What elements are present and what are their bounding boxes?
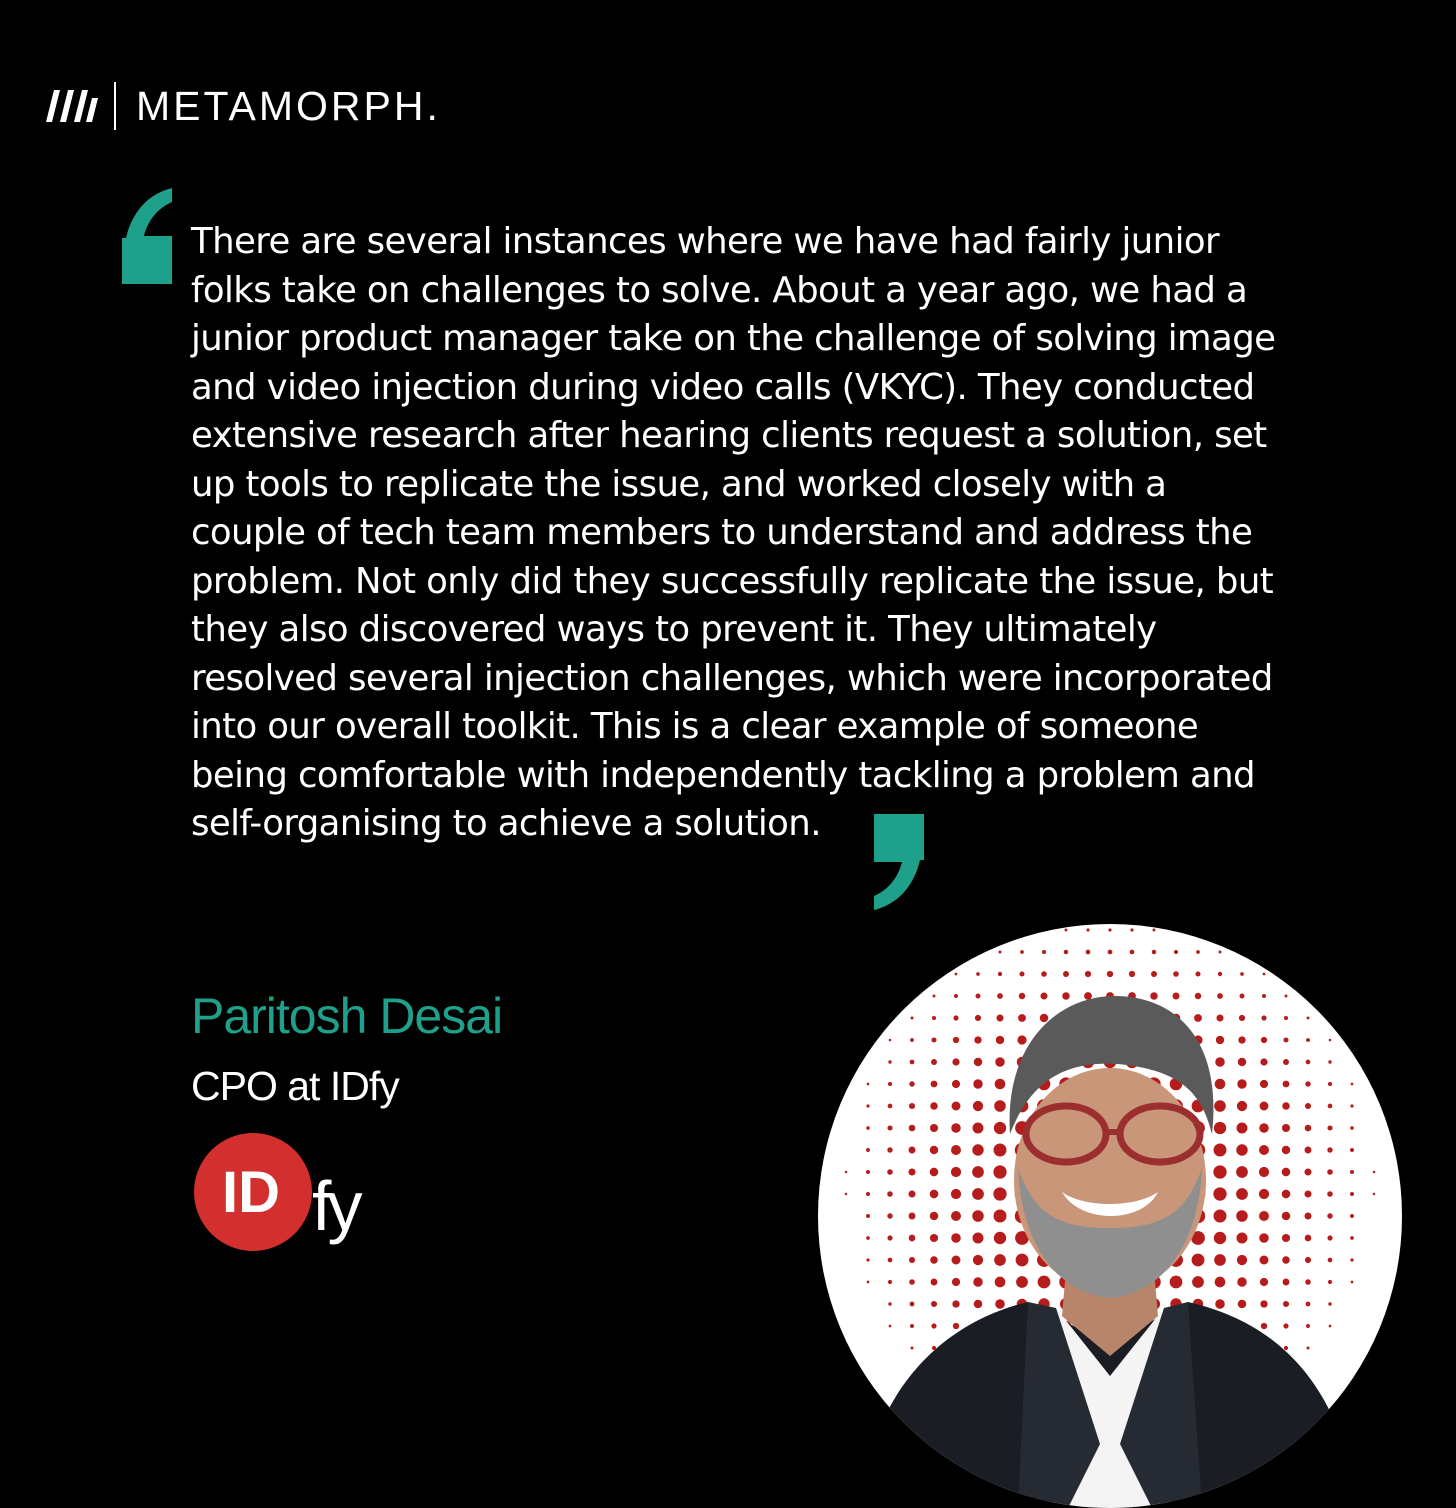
halftone-dot [1214, 1144, 1227, 1157]
halftone-dot [1282, 1168, 1291, 1177]
halftone-dot [888, 1302, 891, 1305]
halftone-dot [1305, 1213, 1312, 1220]
halftone-dot [1305, 1103, 1311, 1109]
halftone-dot [1259, 1189, 1269, 1199]
halftone-dot [1237, 1079, 1246, 1088]
halftone-dot [930, 1190, 939, 1199]
halftone-dot [1019, 993, 1025, 999]
halftone-dot [1283, 1279, 1290, 1286]
halftone-dot [1236, 1232, 1247, 1243]
halftone-dot [1174, 950, 1178, 954]
halftone-dot [1350, 1192, 1354, 1196]
halftone-dot [1305, 1235, 1312, 1242]
halftone-dot [1259, 1233, 1269, 1243]
portrait-photo [818, 924, 1402, 1508]
halftone-dot [866, 1170, 870, 1174]
halftone-dot [888, 1258, 893, 1263]
halftone-dot [951, 1145, 961, 1155]
halftone-dot [911, 1017, 914, 1020]
halftone-dot [1304, 1168, 1311, 1175]
quote-line: junior product manager take on the challenge of solving image [191, 318, 1276, 359]
halftone-dot [930, 1102, 938, 1110]
halftone-dot [1328, 1280, 1332, 1284]
halftone-dot [1214, 1232, 1226, 1244]
halftone-dot [1108, 950, 1113, 955]
halftone-dot [993, 1187, 1006, 1200]
halftone-dot [1350, 1170, 1354, 1174]
halftone-dot [1236, 1166, 1248, 1178]
quote-line: folks take on challenges to solve. About a year ago, we had a [191, 269, 1248, 311]
halftone-dot [1350, 1126, 1354, 1130]
idfy-logo-icon [194, 1130, 394, 1254]
brand-header [46, 80, 441, 132]
halftone-dot [910, 1324, 914, 1328]
halftone-dot [867, 1083, 870, 1086]
halftone-dot [866, 1236, 870, 1240]
brand-divider [114, 82, 116, 130]
halftone-dot [845, 1193, 848, 1196]
halftone-dot [972, 1144, 983, 1155]
halftone-dot [952, 1080, 960, 1088]
halftone-dot [1237, 1123, 1248, 1134]
halftone-dot [1328, 1060, 1331, 1063]
halftone-dot [931, 1059, 937, 1065]
halftone-dot [1261, 1015, 1266, 1020]
quote-line: There are several instances where we have had fairly junior [191, 221, 1219, 262]
halftone-dot [1282, 1102, 1290, 1110]
halftone-dot [1305, 1279, 1311, 1285]
halftone-dot [931, 1301, 937, 1307]
halftone-dot [1019, 971, 1024, 976]
halftone-dot [1305, 1081, 1310, 1086]
halftone-dot [932, 1016, 936, 1020]
halftone-dot [953, 1015, 958, 1020]
open-quote-icon [118, 186, 174, 284]
halftone-dot [1084, 992, 1092, 1000]
halftone-dot [1328, 1302, 1331, 1305]
halftone-dot [1262, 994, 1266, 998]
halftone-dot [1350, 1214, 1354, 1218]
halftone-dot [1217, 993, 1223, 999]
halftone-dot [976, 972, 980, 976]
halftone-dot [1260, 1256, 1269, 1265]
halftone-dot [1259, 1123, 1269, 1133]
halftone-dot [1195, 971, 1200, 976]
quote-line: and video injection during video calls (VKYC). They conducted [191, 366, 1255, 408]
halftone-dot [930, 1124, 938, 1132]
halftone-dot [909, 1279, 915, 1285]
halftone-dot [1038, 1276, 1051, 1289]
halftone-dot [911, 1347, 914, 1350]
halftone-dot [1236, 1188, 1248, 1200]
halftone-dot [931, 1279, 938, 1286]
halftone-dot [1214, 1254, 1226, 1266]
halftone-dot [994, 1232, 1006, 1244]
halftone-dot [998, 950, 1001, 953]
halftone-dot [1259, 1211, 1269, 1221]
halftone-dot [994, 1122, 1006, 1134]
halftone-dot [1236, 1210, 1248, 1222]
halftone-dot [887, 1147, 892, 1152]
halftone-dot [951, 1211, 961, 1221]
halftone-dot [994, 1144, 1007, 1157]
halftone-dot [888, 1280, 892, 1284]
halftone-dot [996, 1036, 1004, 1044]
halftone-dot [973, 1079, 982, 1088]
quote-line: problem. Not only did they successfully replicate the issue, but [191, 560, 1274, 602]
halftone-dot [930, 1168, 939, 1177]
halftone-dot [1328, 1104, 1333, 1109]
quote-line: they also discovered ways to prevent it. They ultimately [191, 609, 1157, 650]
halftone-dot [1085, 971, 1091, 977]
portrait-illustration [818, 924, 1402, 1508]
halftone-dot [845, 1171, 848, 1174]
halftone-dot [951, 1167, 961, 1177]
quote-line: couple of tech team members to understand and address the [191, 512, 1253, 553]
halftone-dot [889, 1039, 892, 1042]
halftone-dot [1107, 971, 1113, 977]
halftone-dot [1237, 1277, 1247, 1287]
halftone-dot [1306, 1324, 1310, 1328]
halftone-dot [1260, 1278, 1268, 1286]
halftone-dot [1064, 950, 1068, 954]
halftone-dot [994, 1100, 1006, 1112]
idfy-logo-badge-text: ID [222, 1160, 280, 1225]
halftone-dot [1040, 992, 1047, 999]
quote-line: self-organising to achieve a solution. [191, 803, 821, 844]
halftone-dot [1042, 950, 1046, 954]
halftone-dot [973, 1255, 983, 1265]
halftone-dot [1283, 1081, 1290, 1088]
halftone-dot [930, 1212, 938, 1220]
halftone-dot [1284, 1346, 1288, 1350]
halftone-dot [910, 1060, 915, 1065]
halftone-dot [995, 1277, 1006, 1288]
halftone-dot [1283, 1301, 1289, 1307]
halftone-dot [931, 1037, 936, 1042]
halftone-dot [866, 1258, 869, 1261]
halftone-dot [1304, 1190, 1311, 1197]
halftone-dot [1130, 950, 1135, 955]
halftone-dot [973, 1123, 984, 1134]
halftone-dot [1192, 1276, 1204, 1288]
halftone-dot [1259, 1145, 1269, 1155]
halftone-dot [1130, 928, 1133, 931]
halftone-dot [1175, 929, 1178, 932]
halftone-dot [1327, 1235, 1332, 1240]
halftone-dot [995, 1057, 1005, 1067]
halftone-dot [909, 1235, 916, 1242]
halftone-dot [1173, 971, 1179, 977]
halftone-dot [1238, 1036, 1245, 1043]
halftone-dot [1043, 929, 1046, 932]
halftone-dot [1283, 1037, 1288, 1042]
halftone-dot [909, 1125, 916, 1132]
halftone-dot [888, 1104, 893, 1109]
brand-name: METAMORPH. [136, 82, 441, 129]
halftone-dot [1327, 1147, 1332, 1152]
halftone-dot [1216, 1036, 1224, 1044]
halftone-dot [931, 1323, 936, 1328]
halftone-dot [1282, 1190, 1291, 1199]
halftone-dot [933, 995, 936, 998]
halftone-dot [1172, 992, 1179, 999]
quote-line: extensive research after hearing clients request a solution, set [191, 415, 1267, 456]
halftone-dot [1214, 1100, 1226, 1112]
halftone-dot [1192, 1254, 1205, 1267]
halftone-dot [952, 1102, 961, 1111]
halftone-dot [887, 1191, 893, 1197]
halftone-dot [1260, 1058, 1267, 1065]
halftone-dot [1086, 950, 1091, 955]
halftone-dot [955, 973, 958, 976]
halftone-dot [1373, 1171, 1376, 1174]
halftone-dot [1215, 1057, 1225, 1067]
halftone-dot [1065, 929, 1068, 932]
halftone-dot [1259, 1167, 1269, 1177]
halftone-dot [866, 1148, 870, 1152]
halftone-dot [1284, 1016, 1288, 1020]
halftone-dot [1238, 1300, 1247, 1309]
halftone-dot [952, 1278, 960, 1286]
halftone-dot [909, 1147, 916, 1154]
halftone-dot [954, 994, 958, 998]
halftone-dot [1129, 971, 1135, 977]
halftone-dot [1237, 1101, 1247, 1111]
metamorph-logo-icon [46, 86, 100, 126]
halftone-dot [1263, 973, 1266, 976]
halftone-dot [974, 1058, 982, 1066]
halftone-dot [930, 1256, 938, 1264]
halftone-dot [909, 1213, 916, 1220]
halftone-dot [1260, 1102, 1269, 1111]
halftone-dot [1240, 994, 1245, 999]
halftone-dot [976, 994, 981, 999]
halftone-dot [975, 1015, 981, 1021]
halftone-dot [1329, 1039, 1332, 1042]
halftone-dot [951, 1123, 961, 1133]
halftone-dot [887, 1213, 892, 1218]
halftone-dot [1018, 1014, 1026, 1022]
halftone-dot [1086, 928, 1089, 931]
halftone-dot [1261, 1037, 1267, 1043]
halftone-dot [1213, 1165, 1226, 1178]
halftone-dot [909, 1257, 915, 1263]
halftone-dot [1020, 950, 1024, 954]
halftone-dot [1327, 1169, 1333, 1175]
halftone-dot [998, 972, 1002, 976]
halftone-dot [974, 1300, 983, 1309]
halftone-dot [1153, 929, 1156, 932]
halftone-dot [930, 1234, 938, 1242]
halftone-dot [972, 1210, 984, 1222]
halftone-dot [951, 1233, 961, 1243]
halftone-dot [1213, 1187, 1226, 1200]
halftone-dot [909, 1103, 915, 1109]
halftone-dot [1215, 1299, 1225, 1309]
halftone-dot [1151, 971, 1157, 977]
halftone-dot [1214, 1210, 1227, 1223]
halftone-dot [1327, 1125, 1332, 1130]
halftone-dot [930, 1146, 938, 1154]
halftone-dot [951, 1189, 961, 1199]
halftone-dot [867, 1281, 870, 1284]
halftone-dot [1328, 1258, 1333, 1263]
halftone-dot [1329, 1325, 1332, 1328]
halftone-dot [889, 1325, 892, 1328]
quote-line: being comfortable with independently tackling a problem and [191, 754, 1255, 796]
quote-text [191, 218, 1366, 849]
halftone-dot [1260, 1080, 1268, 1088]
halftone-dot [1218, 972, 1222, 976]
halftone-dot [888, 1082, 892, 1086]
halftone-dot [1195, 993, 1201, 999]
halftone-dot [1282, 1146, 1290, 1154]
halftone-dot [866, 1126, 870, 1130]
halftone-dot [1351, 1281, 1354, 1284]
halftone-dot [973, 1101, 983, 1111]
halftone-dot [1238, 1058, 1246, 1066]
halftone-dot [866, 1192, 870, 1196]
halftone-dot [908, 1168, 915, 1175]
halftone-dot [952, 1256, 961, 1265]
halftone-dot [1240, 972, 1244, 976]
halftone-dot [908, 1190, 915, 1197]
halftone-dot [1040, 1014, 1049, 1023]
halftone-dot [952, 1300, 959, 1307]
halftone-dot [1327, 1213, 1332, 1218]
halftone-dot [1062, 992, 1069, 999]
halftone-dot [1306, 1060, 1311, 1065]
halftone-dot [1350, 1236, 1354, 1240]
halftone-dot [1260, 1300, 1267, 1307]
close-quote-icon [872, 814, 928, 912]
halftone-dot [866, 1104, 869, 1107]
halftone-dot [1306, 1302, 1311, 1307]
halftone-dot [887, 1169, 893, 1175]
person-name: Paritosh Desai [191, 988, 503, 1044]
halftone-dot [997, 993, 1003, 999]
halftone-dot [887, 1125, 892, 1130]
halftone-dot [996, 1014, 1003, 1021]
halftone-dot [1350, 1104, 1353, 1107]
halftone-dot [1305, 1147, 1312, 1154]
halftone-dot [1041, 971, 1047, 977]
halftone-dot [953, 1323, 959, 1329]
halftone-dot [972, 1232, 983, 1243]
halftone-dot [1194, 1014, 1202, 1022]
halftone-dot [1216, 1014, 1223, 1021]
halftone-dot [1239, 1015, 1245, 1021]
halftone-dot [1282, 1234, 1290, 1242]
halftone-dot [1327, 1191, 1333, 1197]
quote-line: resolved several injection challenges, which were incorporated [191, 657, 1273, 699]
halftone-dot [1016, 1254, 1029, 1267]
halftone-dot [1350, 1258, 1353, 1261]
halftone-dot [1152, 950, 1156, 954]
halftone-dot [1017, 1035, 1026, 1044]
halftone-dot [1307, 1347, 1310, 1350]
halftone-dot [972, 1166, 984, 1178]
halftone-dot [1351, 1083, 1354, 1086]
halftone-dot [995, 1079, 1006, 1090]
halftone-dot [972, 1188, 984, 1200]
halftone-dot [909, 1081, 914, 1086]
halftone-dot [1016, 1276, 1028, 1288]
halftone-dot [1214, 1122, 1226, 1134]
quote-line: into our overall toolkit. This is a clear example of someone [191, 706, 1199, 747]
halftone-dot [1108, 928, 1111, 931]
halftone-dot [1170, 1276, 1183, 1289]
halftone-dot [1307, 1017, 1310, 1020]
halftone-dot [1350, 1148, 1354, 1152]
halftone-dot [1236, 1144, 1247, 1155]
halftone-dot [910, 1302, 915, 1307]
halftone-dot [995, 1299, 1005, 1309]
halftone-dot [1328, 1082, 1332, 1086]
idfy-logo-tail-text: fy [312, 1167, 359, 1245]
halftone-dot [1215, 1277, 1226, 1288]
halftone-dot [1285, 995, 1288, 998]
halftone-dot [866, 1214, 870, 1218]
halftone-dot [910, 1038, 914, 1042]
halftone-dot [887, 1235, 892, 1240]
halftone-dot [973, 1277, 983, 1287]
halftone-dot [1150, 992, 1157, 999]
halftone-dot [1373, 1193, 1376, 1196]
halftone-dot [1215, 1079, 1226, 1090]
halftone-dot [994, 1210, 1007, 1223]
quote-line: up tools to replicate the issue, and worked closely with a [191, 463, 1167, 505]
halftone-dot [993, 1165, 1006, 1178]
halftone-dot [1063, 971, 1069, 977]
halftone-dot [1305, 1125, 1312, 1132]
halftone-dot [1282, 1124, 1290, 1132]
halftone-dot [1282, 1256, 1290, 1264]
halftone-dot [1283, 1059, 1289, 1065]
halftone-dot [1306, 1038, 1310, 1042]
halftone-dot [1218, 950, 1221, 953]
halftone-dot [953, 1037, 959, 1043]
halftone-dot [1282, 1212, 1290, 1220]
halftone-dot [1283, 1323, 1288, 1328]
halftone-dot [888, 1060, 891, 1063]
halftone-dot [994, 1254, 1006, 1266]
halftone-dot [1196, 950, 1200, 954]
halftone-dot [931, 1081, 938, 1088]
halftone-dot [1305, 1257, 1311, 1263]
halftone-dot [952, 1058, 959, 1065]
halftone-dot [974, 1036, 981, 1043]
halftone-dot [1237, 1255, 1247, 1265]
halftone-dot [1261, 1323, 1267, 1329]
person-role: CPO at IDfy [191, 1063, 399, 1109]
